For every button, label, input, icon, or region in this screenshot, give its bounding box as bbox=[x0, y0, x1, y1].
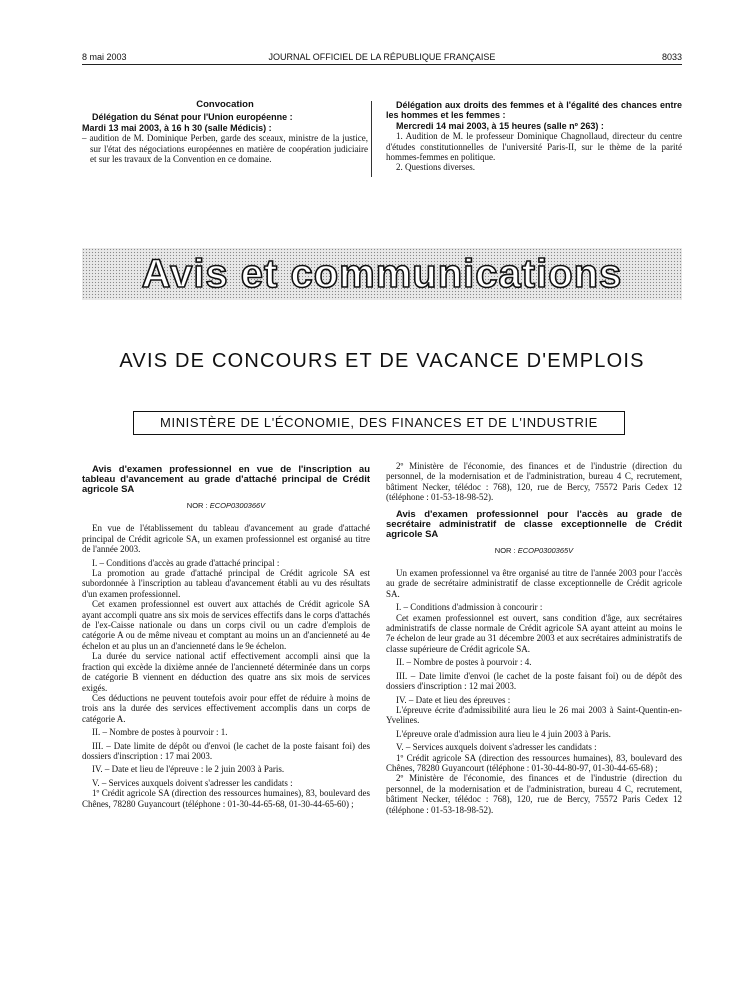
right-notice-nor bbox=[386, 546, 682, 556]
column-divider bbox=[371, 101, 372, 177]
header-page-number: 8033 bbox=[661, 52, 682, 62]
convocation-date: Mardi 13 mai 2003, à 16 h 30 (salle Médicis) : bbox=[82, 122, 272, 133]
right-notice-heading: Avis d'examen professionnel pour l'accès au grade de secrétaire administratif de classe exceptionnelle de Crédit agricole SA bbox=[386, 508, 682, 540]
left-paragraph: En vue de l'établissement du tableau d'avancement au grade d'attaché principal de Crédit agricole SA, un examen professionnel est organisé au titre de l'année 2003. bbox=[82, 523, 370, 555]
convocation-subtitle: Délégation du Sénat pour l'Union européenne : bbox=[92, 112, 293, 123]
left-paragraph: IV. – Date et lieu de l'épreuve : le 2 juin 2003 à Paris. bbox=[92, 764, 285, 775]
banner-title: Avis et communications bbox=[141, 252, 623, 296]
delegation-item-2: 2. Questions diverses. bbox=[396, 162, 475, 173]
right-paragraph: L'épreuve orale d'admission aura lieu le 4 juin 2003 à Paris. bbox=[396, 728, 611, 739]
right-continuation: 2º Ministère de l'économie, des finances et de l'industrie (direction du personnel, de la modernisation et de l'administration, bureau 4 C, recrutement, bâtiment Necker, télédoc : 768), 120, rue de Bercy, 75572 Paris Cedex 12 (téléphone : 01-53-18-98-52). bbox=[386, 461, 682, 503]
delegation-date: Mercredi 14 mai 2003, à 15 heures (salle nº 263) : bbox=[396, 120, 604, 131]
delegation-title: Délégation aux droits des femmes et à l'égalité des chances entre les hommes et les femmes : bbox=[386, 100, 682, 121]
nor-label: NOR : bbox=[186, 501, 208, 510]
right-paragraph: I. – Conditions d'admission à concourir : bbox=[396, 602, 543, 613]
right-paragraph: Cet examen professionnel est ouvert, sans condition d'âge, aux secrétaires administratifs de classe normale de Crédit agricole SA ayant atteint au moins le 7e échelon de leur grade au 31 décembre 2003 et aux secrétaires administratifs de classe supérieure de Crédit agricole SA. bbox=[386, 612, 682, 654]
left-paragraph: I. – Conditions d'accès au grade d'attaché principal : bbox=[92, 557, 280, 568]
right-paragraph: II. – Nombre de postes à pourvoir : 4. bbox=[396, 657, 532, 668]
left-paragraph: Ces déductions ne peuvent toutefois avoir pour effet de réduire à moins de trois ans la durée des services effectivement accomplis dans un corps de catégorie A. bbox=[82, 692, 370, 724]
header-date: 8 mai 2003 bbox=[82, 52, 127, 62]
nor-code: ECOP0300365V bbox=[517, 545, 574, 555]
right-paragraph: L'épreuve écrite d'admissibilité aura lieu le 26 mai 2003 à Saint-Quentin-en-Yvelines. bbox=[386, 704, 682, 726]
left-paragraph: V. – Services auxquels doivent s'adresser les candidats : bbox=[92, 777, 293, 788]
convocation-item: – audition de M. Dominique Perben, garde des sceaux, ministre de la justice, sur l'état des négociations européennes en matière de coopération judiciaire et sur les travaux de la Convention en ce domaine. bbox=[82, 133, 368, 165]
left-paragraph: Cet examen professionnel est ouvert aux attachés de Crédit agricole SA ayant accompli quatre ans six mois de services effectifs dans le corps d'attachés de l'ex-Caisse nationale ou dans un corps civil ou un cadre d'emplois de catégorie A ou de même niveau et comptant au moins un an d'ancienneté au 4e échelon et au plus un an d'ancienneté dans le 9e échelon. bbox=[82, 599, 370, 651]
right-notice bbox=[386, 461, 682, 815]
right-paragraph: V. – Services auxquels doivent s'adresser les candidats : bbox=[396, 742, 597, 753]
delegation-block bbox=[386, 100, 682, 173]
header-rule bbox=[82, 64, 682, 65]
delegation-item-1: 1. Audition de M. le professeur Dominique Chagnollaud, directeur du centre d'études constitutionnelles de l'université Paris-II, sur le thème de la parité hommes-femmes en politique. bbox=[386, 131, 682, 163]
left-paragraph: III. – Date limite de dépôt ou d'envoi (le cachet de la poste faisant foi) des dossiers d'inscription : 17 mai 2003. bbox=[82, 740, 370, 761]
right-paragraph: III. – Date limite d'envoi (le cachet de la poste faisant foi) ou de dépôt des dossiers d'inscription : 12 mai 2003. bbox=[386, 670, 682, 692]
header-journal-title: JOURNAL OFFICIEL DE LA RÉPUBLIQUE FRANÇAISE bbox=[268, 52, 496, 62]
right-paragraph: Un examen professionnel va être organisé au titre de l'année 2003 pour l'accès au grade de secrétaire administratif de classe exceptionnelle de Crédit agricole SA. bbox=[386, 568, 682, 599]
right-paragraph: 1º Crédit agricole SA (direction des ressources humaines), 83, boulevard des Chênes, 78280 Guyancourt (téléphone : 01-30-44-80-97, 01-30-44-65-68) ; bbox=[386, 752, 682, 773]
convocation-block bbox=[82, 100, 368, 164]
right-paragraph: IV. – Date et lieu des épreuves : bbox=[396, 694, 511, 705]
left-paragraph: La promotion au grade d'attaché principal de Crédit agricole SA est subordonnée à l'inscription au tableau d'avancement établi au vu des résultats d'un examen professionnel. bbox=[82, 568, 370, 599]
section-title: AVIS DE CONCOURS ET DE VACANCE D'EMPLOIS bbox=[119, 350, 645, 372]
left-paragraph: II. – Nombre de postes à pourvoir : 1. bbox=[92, 727, 228, 738]
convocation-title: Convocation bbox=[196, 99, 254, 110]
left-paragraph: 1º Crédit agricole SA (direction des ressources humaines), 83, boulevard des Chênes, 78280 Guyancourt (téléphone : 01-30-44-65-68, 01-30-44-65-60) ; bbox=[82, 788, 370, 809]
nor-label: NOR : bbox=[494, 545, 516, 555]
left-notice bbox=[82, 465, 370, 809]
left-notice-heading: Avis d'examen professionnel en vue de l'inscription au tableau d'avancement au grade d'attaché principal de Crédit agricole SA bbox=[82, 464, 370, 495]
left-paragraph: La durée du service national actif effectivement accompli ainsi que la fraction qui excède la dixième année de l'ancienneté déterminée dans un corps de catégorie B viennent en déduction des quatre ans six mois de services exigés. bbox=[82, 651, 370, 693]
ministry-box: MINISTÈRE DE L'ÉCONOMIE, DES FINANCES ET DE L'INDUSTRIE bbox=[133, 411, 625, 435]
right-paragraph: 2º Ministère de l'économie, des finances et de l'industrie (direction du personnel, de la modernisation et de l'administration, bureau 4 C, recrutement, bâtiment Necker, télédoc : 768), 120, rue de Bercy, 75572 Paris Cedex 12 (téléphone : 01-53-18-98-52). bbox=[386, 773, 682, 815]
nor-code: ECOP0300366V bbox=[209, 501, 266, 510]
left-notice-nor bbox=[82, 501, 370, 511]
